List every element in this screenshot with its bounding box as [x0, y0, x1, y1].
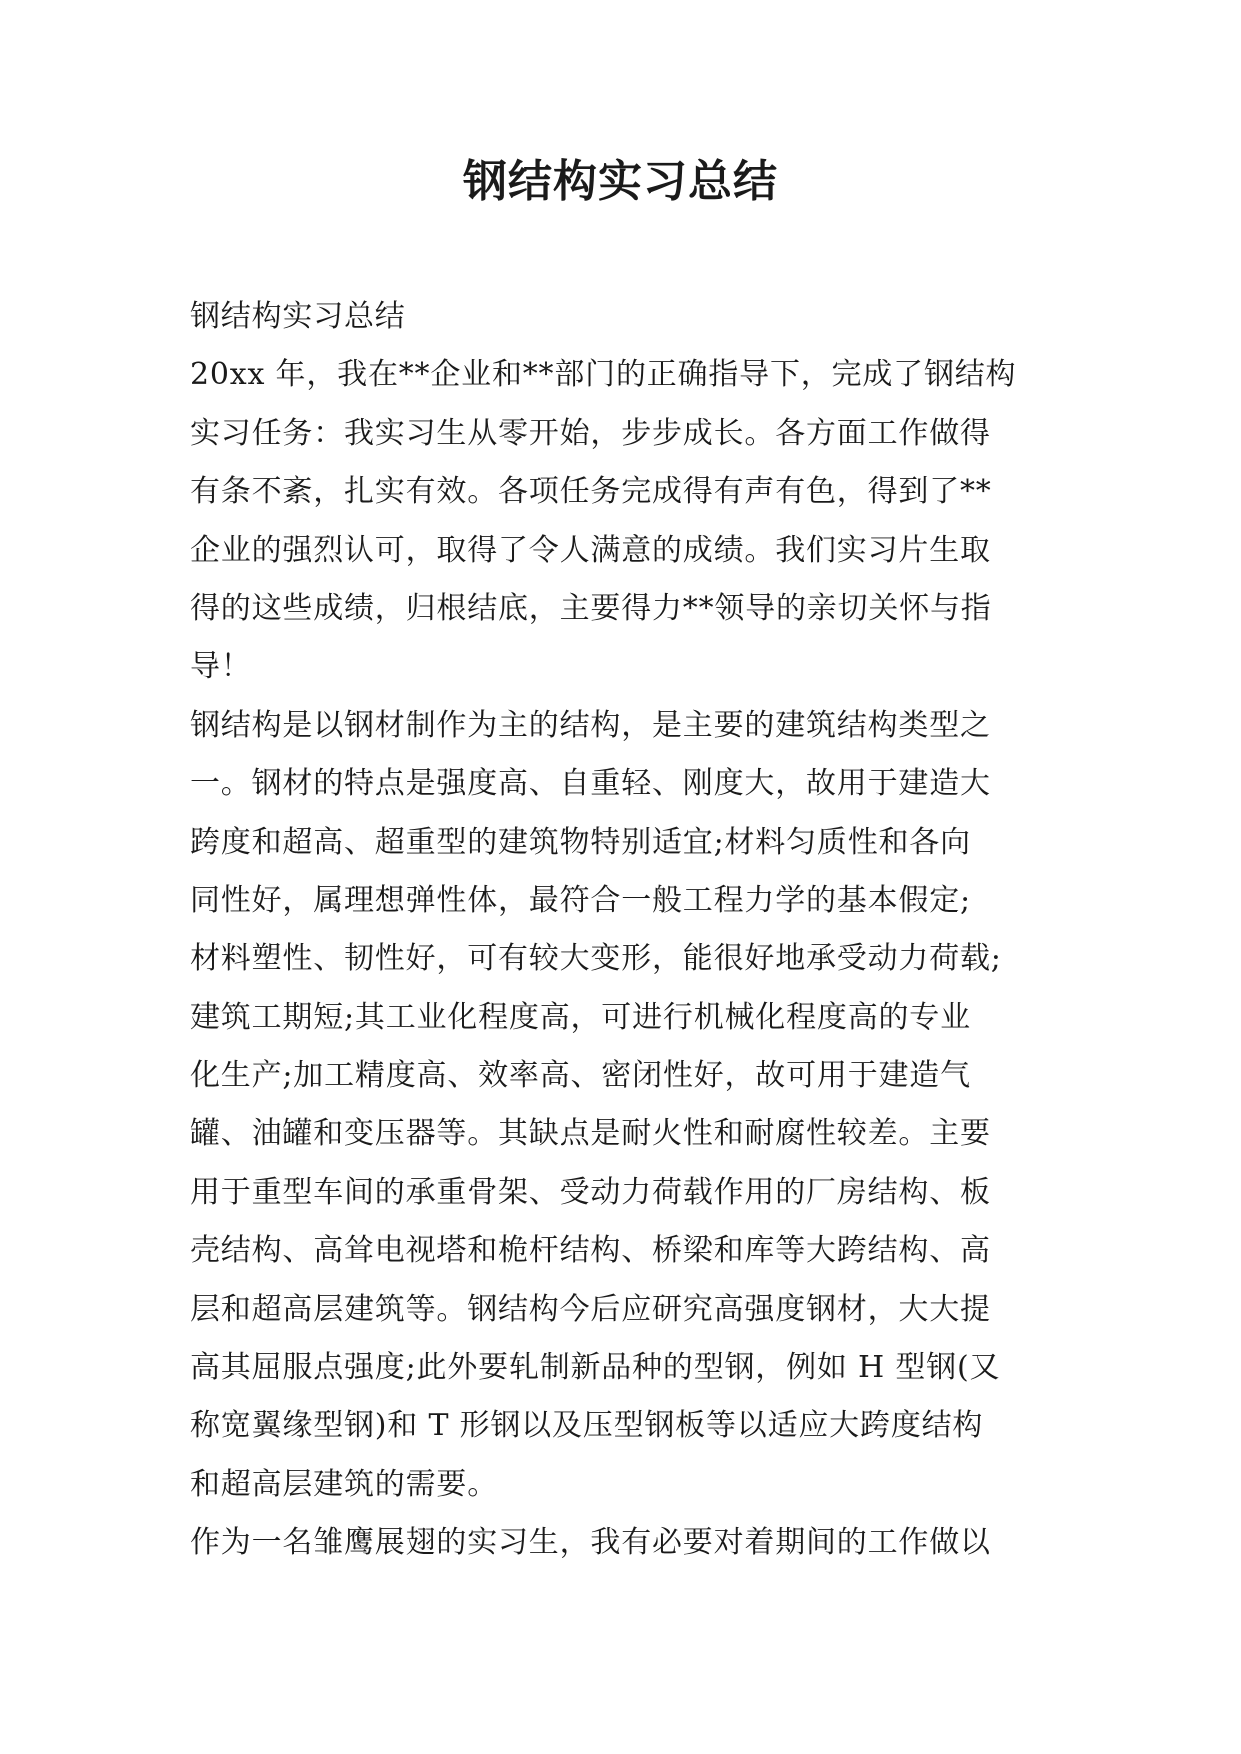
document-title: 钢结构实习总结 — [463, 156, 778, 207]
text-line: 实习任务：我实习生从零开始，步步成长。各方面工作做得 — [190, 415, 991, 451]
text-line: 得的这些成绩，归根结底，主要得力**领导的亲切关怀与指 — [190, 590, 992, 626]
text-line: 钢结构实习总结 — [190, 299, 406, 334]
text-line: 称宽翼缘型钢)和 T 形钢以及压型钢板等以适应大跨度结构 — [190, 1408, 984, 1444]
text-line: 作为一名雏鹰展翅的实习生，我有必要对着期间的工作做以 — [190, 1525, 991, 1561]
text-line: 建筑工期短;其工业化程度高，可进行机械化程度高的专业 — [190, 999, 971, 1035]
text-line: 壳结构、高耸电视塔和桅杆结构、桥梁和库等大跨结构、高 — [190, 1233, 991, 1269]
text-line: 跨度和超高、超重型的建筑物特别适宜;材料匀质性和各向 — [190, 824, 971, 860]
text-line: 高其屈服点强度;此外要轧制新品种的型钢，例如 H 型钢(又 — [190, 1350, 1001, 1386]
text-line: 20xx 年，我在**企业和**部门的正确指导下，完成了钢结构 — [190, 357, 1017, 393]
text-line: 材料塑性、韧性好，可有较大变形，能很好地承受动力荷载; — [190, 941, 1002, 977]
text-line: 钢结构是以钢材制作为主的结构，是主要的建筑结构类型之 — [190, 707, 991, 743]
text-line: 导！ — [190, 649, 252, 685]
text-line: 层和超高层建筑等。钢结构今后应研究高强度钢材，大大提 — [190, 1291, 991, 1327]
text-line: 罐、油罐和变压器等。其缺点是耐火性和耐腐性较差。主要 — [190, 1116, 991, 1152]
text-line: 同性好，属理想弹性体，最符合一般工程力学的基本假定; — [190, 882, 971, 918]
text-line: 化生产;加工精度高、效率高、密闭性好，故可用于建造气 — [190, 1058, 971, 1094]
text-line: 企业的强烈认可，取得了令人满意的成绩。我们实习片生取 — [190, 532, 991, 568]
text-line: 和超高层建筑的需要。 — [190, 1466, 498, 1502]
text-line: 用于重型车间的承重骨架、受动力荷载作用的厂房结构、板 — [190, 1174, 991, 1210]
text-line: 有条不紊，扎实有效。各项任务完成得有声有色，得到了** — [190, 474, 992, 510]
document-body — [190, 288, 1052, 1573]
text-line: 一。钢材的特点是强度高、自重轻、刚度大，故用于建造大 — [190, 766, 991, 802]
